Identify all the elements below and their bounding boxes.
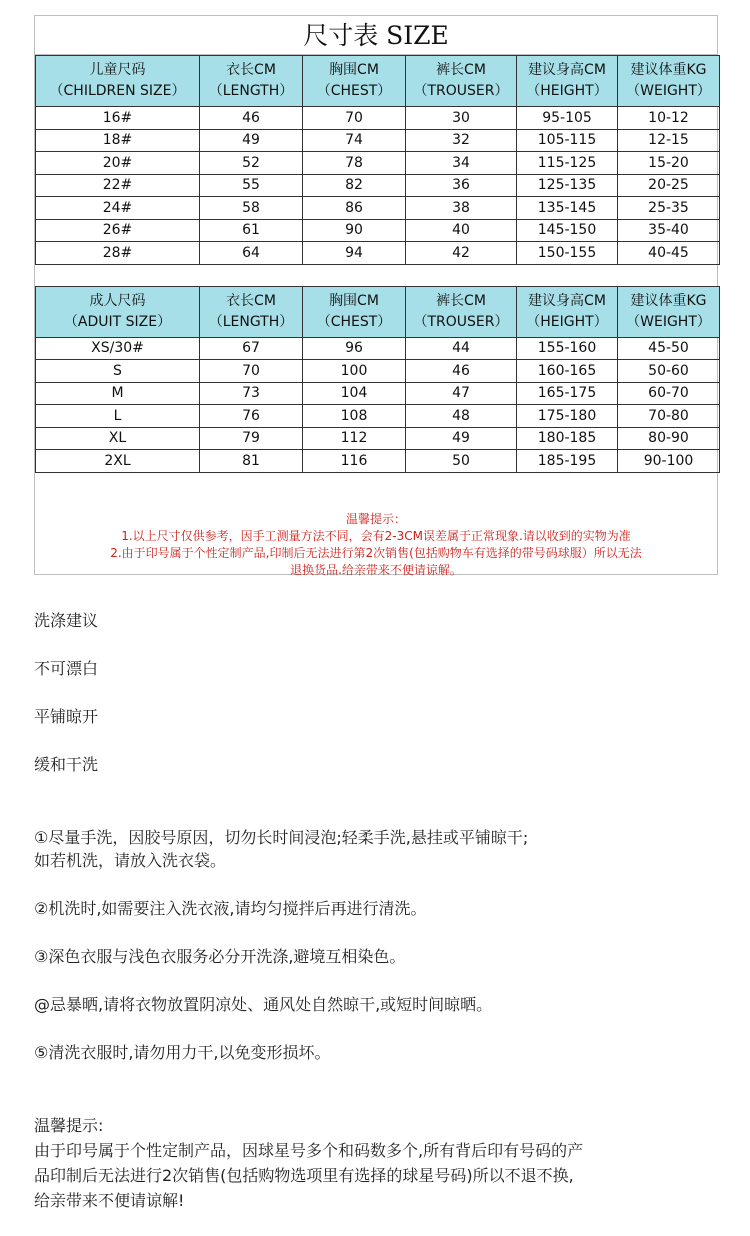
adult-header-text: （WEIGHT）: [626, 313, 711, 330]
table-row: [36, 242, 720, 265]
children-cell: 95-105: [517, 107, 618, 130]
size-chart: [34, 15, 718, 575]
adult-size-table: [35, 286, 720, 473]
adult-cell: 175-180: [517, 405, 618, 428]
adult-cell: 73: [200, 382, 303, 405]
care-point-2: ②机洗时,如需要注入洗衣液,请均匀搅拌后再进行清洗。: [34, 899, 427, 918]
children-cell: 115-125: [517, 152, 618, 175]
adult-header-cell: [200, 286, 303, 337]
children-cell: 30: [406, 107, 517, 130]
table-row: [36, 107, 720, 130]
notice-line-2: 2.由于印号属于个性定制产品,印制后无法进行第2次销售(包括购物车有选择的带号码球服）所以无法: [110, 545, 642, 560]
children-cell: 94: [303, 242, 406, 265]
adult-header-cell: [36, 286, 200, 337]
children-cell: 12-15: [618, 129, 720, 152]
children-cell: 32: [406, 129, 517, 152]
children-cell: 15-20: [618, 152, 720, 175]
adult-header-text: 衣长CM: [226, 292, 276, 309]
children-cell: 35-40: [618, 219, 720, 242]
adult-header-text: （TROUSER）: [413, 313, 509, 330]
care-title: 洗涤建议: [34, 611, 99, 630]
adult-cell: XS/30#: [36, 337, 200, 360]
adult-cell: 2XL: [36, 450, 200, 473]
children-cell: 40: [406, 219, 517, 242]
notice-line-3: 退换货品.给亲带来不便请谅解。: [290, 562, 462, 577]
adult-cell: 67: [200, 337, 303, 360]
children-header-text: （CHILDREN SIZE）: [49, 83, 186, 99]
adult-cell: 96: [303, 337, 406, 360]
children-cell: 36: [406, 174, 517, 197]
adult-cell: 185-195: [517, 450, 618, 473]
size-notice: [35, 505, 717, 579]
care-item-gentle-dry-clean: 缓和干洗: [34, 755, 99, 774]
notice-heading: 温馨提示：: [345, 511, 406, 526]
children-cell: 90: [303, 219, 406, 242]
adult-cell: 76: [200, 405, 303, 428]
adult-cell: 80-90: [618, 427, 720, 450]
adult-cell: 60-70: [618, 382, 720, 405]
care-point-3: ③深色衣服与浅色衣服务必分开洗涤,避境互相染色。: [34, 947, 406, 966]
children-cell: 86: [303, 197, 406, 220]
adult-cell: 108: [303, 405, 406, 428]
children-header-text: 胸围CM: [329, 62, 379, 78]
children-header-text: （CHEST）: [316, 83, 392, 99]
children-header-text: （TROUSER）: [413, 83, 509, 99]
children-header-cell: [406, 56, 517, 107]
adult-cell: 180-185: [517, 427, 618, 450]
adult-cell: 45-50: [618, 337, 720, 360]
children-header-text: 裤长CM: [436, 62, 486, 78]
table-row: [36, 382, 720, 405]
adult-header-cell: [517, 286, 618, 337]
adult-cell: 165-175: [517, 382, 618, 405]
children-cell: 18#: [36, 129, 200, 152]
children-cell: 74: [303, 129, 406, 152]
children-cell: 125-135: [517, 174, 618, 197]
children-header-text: （LENGTH）: [208, 83, 294, 99]
children-header-cell: [200, 56, 303, 107]
care-section: [34, 608, 724, 1213]
adult-cell: 112: [303, 427, 406, 450]
adult-cell: 90-100: [618, 450, 720, 473]
adult-cell: 50: [406, 450, 517, 473]
adult-header-cell: [618, 286, 720, 337]
adult-header-cell: [303, 286, 406, 337]
children-cell: 61: [200, 219, 303, 242]
children-header-row: [36, 56, 720, 107]
tips-line-1: 由于印号属于个性定制产品，因球星号多个和码数多个,所有背后印有号码的产: [34, 1141, 584, 1160]
children-cell: 52: [200, 152, 303, 175]
children-size-table: [35, 55, 720, 265]
care-point-4: @忌暴晒,请将衣物放置阴凉处、通风处自然晾干,或短时间晾晒。: [34, 995, 493, 1014]
adult-cell: 100: [303, 360, 406, 383]
children-cell: 20-25: [618, 174, 720, 197]
children-cell: 24#: [36, 197, 200, 220]
adult-cell: 160-165: [517, 360, 618, 383]
children-cell: 22#: [36, 174, 200, 197]
children-cell: 70: [303, 107, 406, 130]
table-row: [36, 129, 720, 152]
children-cell: 26#: [36, 219, 200, 242]
children-cell: 38: [406, 197, 517, 220]
children-cell: 34: [406, 152, 517, 175]
adult-cell: 46: [406, 360, 517, 383]
adult-cell: 44: [406, 337, 517, 360]
table-row: [36, 405, 720, 428]
children-cell: 46: [200, 107, 303, 130]
adult-cell: 49: [406, 427, 517, 450]
children-header-text: （WEIGHT）: [626, 83, 711, 99]
adult-header-text: 成人尺码: [89, 292, 146, 309]
care-point-1a: ①尽量手洗，因胶号原因，切勿长时间浸泡;轻柔手洗,悬挂或平铺晾干;: [34, 828, 529, 847]
table-row: [36, 427, 720, 450]
adult-header-text: （CHEST）: [316, 313, 392, 330]
children-cell: 25-35: [618, 197, 720, 220]
tips-line-2: 品印制后无法进行2次销售(包括购物选项里有选择的球星号码)所以不退不换,: [34, 1166, 574, 1185]
adult-cell: 116: [303, 450, 406, 473]
adult-cell: 155-160: [517, 337, 618, 360]
adult-header-text: （HEIGHT）: [526, 313, 608, 330]
adult-cell: M: [36, 382, 200, 405]
children-cell: 82: [303, 174, 406, 197]
size-chart-title: 尺寸表 SIZE: [35, 16, 717, 55]
children-cell: 150-155: [517, 242, 618, 265]
adult-header-text: （ADUIT SIZE）: [63, 313, 172, 330]
care-item-no-bleach: 不可漂白: [34, 659, 99, 678]
children-header-text: （HEIGHT）: [526, 83, 608, 99]
adult-cell: 70: [200, 360, 303, 383]
children-header-cell: [517, 56, 618, 107]
care-point-1b: 如若机洗，请放入洗衣袋。: [34, 851, 227, 870]
table-row: [36, 450, 720, 473]
children-header-cell: [36, 56, 200, 107]
adult-header-text: 建议身高CM: [528, 292, 606, 309]
table-row: [36, 152, 720, 175]
adult-cell: S: [36, 360, 200, 383]
adult-cell: 81: [200, 450, 303, 473]
children-cell: 42: [406, 242, 517, 265]
adult-cell: 47: [406, 382, 517, 405]
adult-header-text: 胸围CM: [329, 292, 379, 309]
children-cell: 16#: [36, 107, 200, 130]
children-cell: 135-145: [517, 197, 618, 220]
adult-cell: 104: [303, 382, 406, 405]
tips-block: [34, 1113, 724, 1213]
table-row: [36, 360, 720, 383]
children-cell: 28#: [36, 242, 200, 265]
adult-cell: 48: [406, 405, 517, 428]
children-header-text: 建议身高CM: [528, 62, 606, 78]
adult-header-text: 裤长CM: [436, 292, 486, 309]
adult-cell: L: [36, 405, 200, 428]
care-point-5: ⑤清洗衣服时,请勿用力干,以免变形损坏。: [34, 1043, 331, 1062]
children-cell: 64: [200, 242, 303, 265]
tips-heading: 温馨提示:: [34, 1116, 104, 1135]
notice-gap: [35, 473, 717, 505]
children-cell: 49: [200, 129, 303, 152]
children-header-cell: [303, 56, 406, 107]
care-item-lay-flat: 平铺晾开: [34, 707, 99, 726]
children-header-text: 衣长CM: [226, 62, 276, 78]
children-cell: 145-150: [517, 219, 618, 242]
children-cell: 20#: [36, 152, 200, 175]
children-header-text: 建议体重KG: [630, 62, 707, 78]
adult-header-cell: [406, 286, 517, 337]
children-cell: 58: [200, 197, 303, 220]
children-cell: 78: [303, 152, 406, 175]
table-gap: [35, 265, 717, 286]
adult-header-row: [36, 286, 720, 337]
children-header-text: 儿童尺码: [89, 62, 146, 78]
adult-header-text: 建议体重KG: [630, 292, 707, 309]
adult-cell: 79: [200, 427, 303, 450]
adult-cell: 70-80: [618, 405, 720, 428]
children-cell: 10-12: [618, 107, 720, 130]
tips-line-3: 给亲带来不便请谅解!: [34, 1191, 185, 1210]
children-header-cell: [618, 56, 720, 107]
table-row: [36, 197, 720, 220]
children-cell: 40-45: [618, 242, 720, 265]
table-row: [36, 337, 720, 360]
adult-header-text: （LENGTH）: [208, 313, 294, 330]
notice-line-1: 1.以上尺寸仅供参考，因手工测量方法不同，会有2-3CM误差属于正常现象.请以收到的实物为准: [121, 528, 631, 543]
children-cell: 105-115: [517, 129, 618, 152]
adult-cell: 50-60: [618, 360, 720, 383]
children-cell: 55: [200, 174, 303, 197]
table-row: [36, 174, 720, 197]
table-row: [36, 219, 720, 242]
adult-cell: XL: [36, 427, 200, 450]
